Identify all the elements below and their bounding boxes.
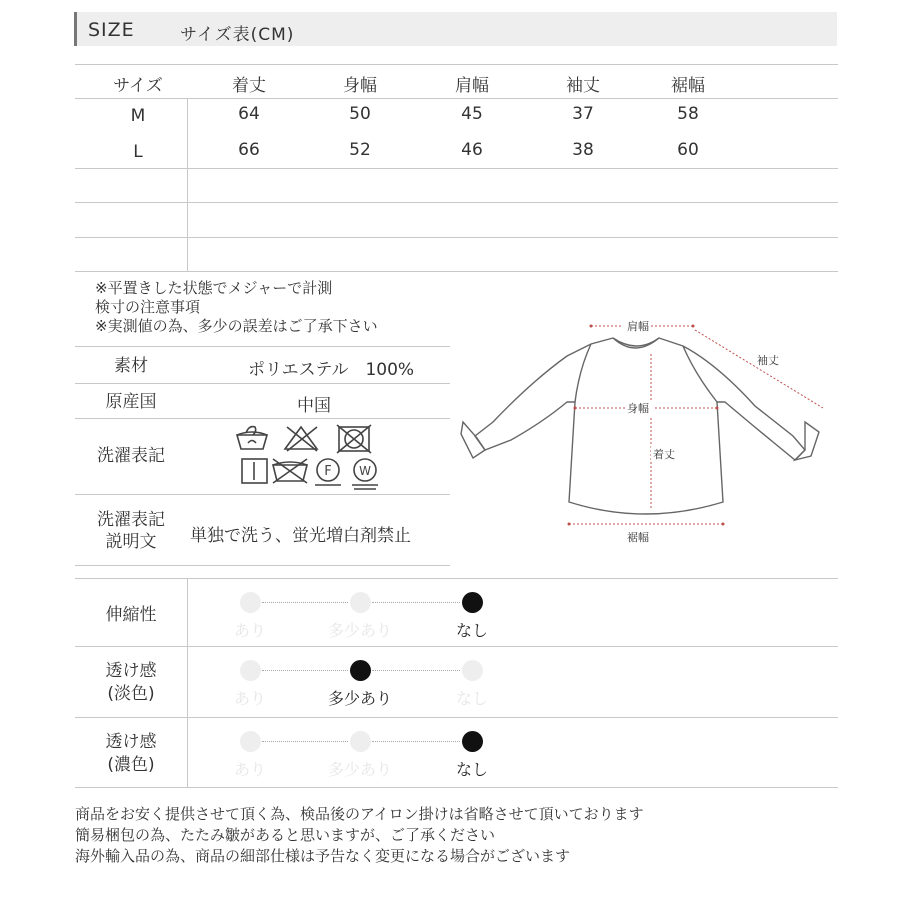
table-line (75, 64, 838, 65)
hand-wash-icon (237, 427, 267, 449)
header-bar (74, 12, 77, 46)
section-header (74, 12, 837, 46)
rating-dot (350, 731, 371, 752)
hem-label: 裾幅 (627, 531, 649, 544)
rating-dot (462, 660, 483, 681)
table-line (75, 271, 838, 272)
sleeve-label: 袖丈 (757, 354, 779, 367)
svg-text:F: F (324, 464, 332, 479)
svg-text:W: W (359, 464, 371, 478)
care-description-value: 単独で洗う、蛍光増白剤禁止 (190, 526, 411, 546)
column-header: 着丈 (232, 76, 266, 96)
rating-label: 透け感 (淡色) (105, 661, 157, 704)
table-line (75, 646, 838, 647)
column-header: サイズ (113, 76, 163, 96)
rating-option-label: なし (455, 621, 488, 640)
table-line (75, 494, 450, 495)
rating-connector (372, 670, 460, 671)
rating-option-label: なし (455, 760, 488, 779)
origin-label: 原産国 (105, 392, 157, 412)
table-cell: 64 (238, 104, 260, 124)
rating-option-label: あり (233, 760, 266, 779)
note-line: ※平置きした状態でメジャーで計測 (95, 279, 333, 297)
column-header: 裾幅 (671, 76, 705, 96)
length-label: 着丈 (653, 448, 675, 461)
table-line (75, 168, 838, 169)
footer-line: 海外輸入品の為、商品の細部仕様は予告なく変更になる場合がございます (75, 847, 571, 865)
care-description-label: 洗濯表記 説明文 (97, 510, 165, 552)
rating-label: 透け感 (濃色) (105, 732, 157, 775)
table-cell: 66 (238, 140, 260, 160)
table-cell: 52 (349, 140, 371, 160)
garment-diagram (455, 310, 835, 550)
origin-value: 中国 (297, 396, 331, 416)
table-line (75, 578, 838, 579)
rating-label: 伸縮性 (105, 605, 157, 625)
rating-dot-selected (462, 731, 483, 752)
note-line: ※実測値の為、多少の誤差はご了承下さい (95, 317, 378, 335)
table-cell: 37 (572, 104, 594, 124)
table-line (187, 98, 188, 271)
table-line (75, 565, 450, 566)
rating-connector (372, 741, 460, 742)
no-bleach-icon (285, 427, 317, 451)
no-tumble-dry-icon (337, 425, 371, 453)
rating-option-label: 多少あり (327, 760, 392, 779)
table-cell: 50 (349, 104, 371, 124)
table-cell: L (133, 142, 143, 162)
table-cell: 46 (461, 140, 483, 160)
table-cell: 58 (677, 104, 699, 124)
table-cell: 60 (677, 140, 699, 160)
rating-option-label: 多少あり (327, 689, 392, 708)
footer-line: 商品をお安く提供させて頂く為、検品後のアイロン掛けは省略させて頂いております (75, 805, 644, 823)
rating-option-label: なし (455, 689, 488, 708)
table-cell: 38 (572, 140, 594, 160)
rating-dot (350, 592, 371, 613)
table-cell: M (130, 106, 146, 126)
rating-dot-selected (350, 660, 371, 681)
dry-clean-f-icon (315, 459, 341, 485)
line-dry-icon (242, 459, 267, 483)
no-iron-icon (273, 459, 307, 483)
body-width-label: 身幅 (627, 402, 649, 415)
rating-dot (240, 592, 261, 613)
column-header: 身幅 (343, 76, 377, 96)
header-title: SIZE (88, 19, 135, 41)
table-line (75, 237, 838, 238)
header-subtitle: サイズ表(CM) (180, 25, 295, 45)
note-line: 検寸の注意事項 (95, 298, 201, 316)
table-line (75, 383, 450, 384)
rating-dot-selected (462, 592, 483, 613)
shoulder-label: 肩幅 (627, 320, 649, 333)
column-header: 肩幅 (455, 76, 489, 96)
rating-connector (372, 602, 460, 603)
table-line (75, 418, 450, 419)
table-line (75, 202, 838, 203)
rating-connector (262, 602, 348, 603)
rating-dot (240, 731, 261, 752)
material-label: 素材 (114, 356, 148, 376)
column-header: 袖丈 (566, 76, 600, 96)
rating-option-label: 多少あり (327, 621, 392, 640)
rating-connector (262, 670, 348, 671)
care-label: 洗濯表記 (97, 446, 165, 466)
table-line (75, 346, 450, 347)
wet-clean-w-icon (352, 459, 378, 489)
rating-connector (262, 741, 348, 742)
table-line (187, 578, 188, 787)
table-line (75, 787, 838, 788)
table-cell: 45 (461, 104, 483, 124)
care-symbols (233, 423, 383, 493)
material-value: ポリエステル 100% (248, 360, 415, 380)
rating-dot (240, 660, 261, 681)
rating-option-label: あり (233, 689, 266, 708)
table-line (75, 717, 838, 718)
rating-option-label: あり (233, 621, 266, 640)
footer-line: 簡易梱包の為、たたみ皺があると思いますが、ご了承ください (75, 826, 496, 844)
table-line (75, 98, 838, 99)
